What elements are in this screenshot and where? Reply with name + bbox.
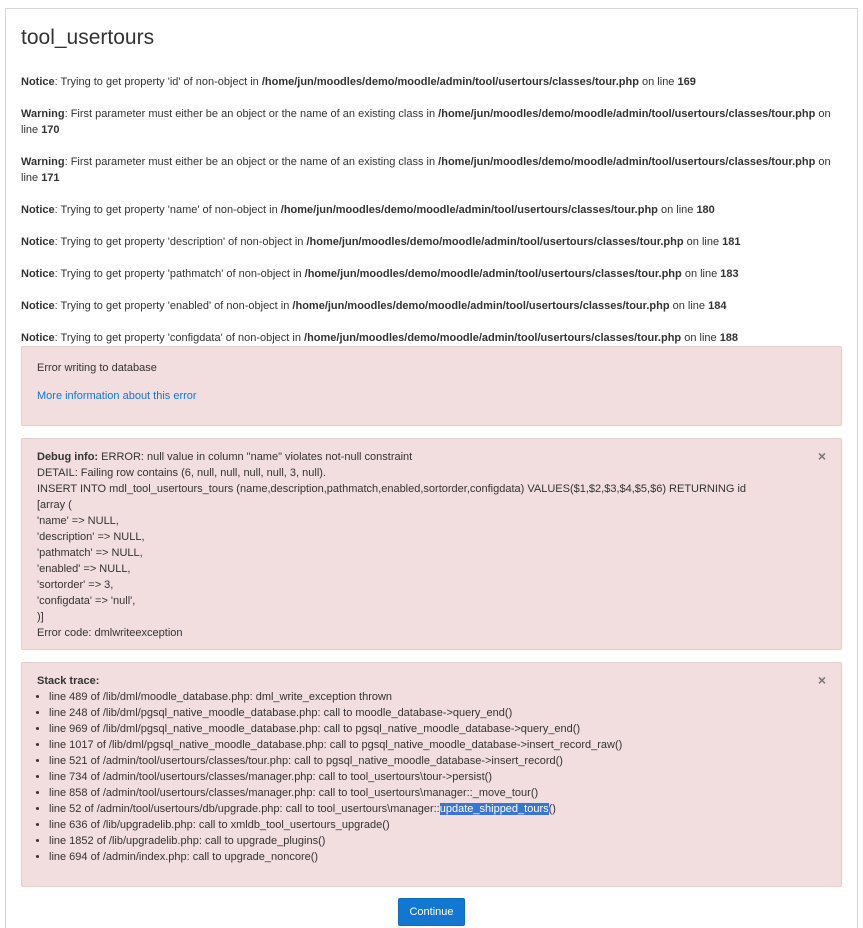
message-online: on line <box>21 156 831 184</box>
message-level: Notice <box>21 332 55 344</box>
message-online: on line <box>681 332 720 344</box>
message-line-number: 180 <box>696 204 715 216</box>
debug-line: )] <box>37 611 44 623</box>
error-box <box>21 346 842 426</box>
message-file: /home/jun/moodles/demo/moodle/admin/tool/usertours/classes/tour.php <box>438 108 816 120</box>
stack-trace-item <box>49 801 826 817</box>
message-file: /home/jun/moodles/demo/moodle/admin/tool/usertours/classes/tour.php <box>438 156 816 168</box>
message-file: /home/jun/moodles/demo/moodle/admin/tool/usertours/classes/tour.php <box>306 236 684 248</box>
debug-message <box>21 330 842 346</box>
stack-trace-item: • line 489 of /lib/dml/moodle_database.php: dml_write_exception thrown <box>49 689 826 705</box>
stack-trace-item: • line 694 of /admin/index.php: call to upgrade_noncore() <box>49 849 826 865</box>
message-text: : Trying to get property 'id' of non-object in <box>54 76 262 88</box>
message-file: /home/jun/moodles/demo/moodle/admin/tool/usertours/classes/tour.php <box>261 76 639 88</box>
debug-line: Error code: dmlwriteexception <box>37 627 183 639</box>
debug-line: 'sortorder' => 3, <box>37 579 114 591</box>
more-info-link[interactable]: More information about this error <box>37 390 197 402</box>
debug-message <box>21 266 842 282</box>
stack-trace-item: • line 636 of /lib/upgradelib.php: call to xmldb_tool_usertours_upgrade() <box>49 817 826 833</box>
debug-info-label: Debug info: <box>37 451 99 463</box>
message-online: on line <box>683 236 723 248</box>
debug-message <box>21 154 842 186</box>
debug-line: 'pathmatch' => NULL, <box>37 547 143 559</box>
message-line-number: 171 <box>41 172 60 184</box>
stack-trace-item: • line 858 of /admin/tool/usertours/classes/manager.php: call to tool_usertours\manager::_move_tour() <box>49 785 826 801</box>
message-file: /home/jun/moodles/demo/moodle/admin/tool/usertours/classes/tour.php <box>304 268 682 280</box>
message-online: on line <box>657 204 697 216</box>
message-file: /home/jun/moodles/demo/moodle/admin/tool/usertours/classes/tour.php <box>292 300 670 312</box>
debug-message <box>21 298 842 314</box>
debug-message <box>21 74 842 90</box>
message-text: : Trying to get property 'description' of non-object in <box>54 236 307 248</box>
debug-messages <box>21 74 842 346</box>
message-file: /home/jun/moodles/demo/moodle/admin/tool/usertours/classes/tour.php <box>280 204 658 216</box>
debug-line: DETAIL: Failing row contains (6, null, null, null, null, 3, null). <box>37 467 326 479</box>
close-debug-icon[interactable]: × <box>817 448 826 464</box>
message-line-number: 170 <box>41 124 60 136</box>
stack-trace-item: • line 521 of /admin/tool/usertours/classes/tour.php: call to pgsql_native_moodle_database->insert_record() <box>49 753 826 769</box>
message-online: on line <box>638 76 678 88</box>
debug-line: 'description' => NULL, <box>37 531 145 543</box>
message-text: : First parameter must either be an object or the name of an existing class in <box>64 156 439 168</box>
stack-trace-item: • line 1017 of /lib/dml/pgsql_native_moodle_database.php: call to pgsql_native_moodle_database->insert_record_raw() <box>49 737 826 753</box>
debug-message <box>21 106 842 138</box>
message-line-number: 188 <box>719 332 739 344</box>
stack-trace-box <box>21 662 842 887</box>
message-text: : First parameter must either be an object or the name of an existing class in <box>64 108 439 120</box>
debug-info-box <box>21 438 842 650</box>
message-level: Notice <box>21 236 55 248</box>
debug-line: 'configdata' => 'null', <box>37 595 136 607</box>
message-level: Notice <box>21 204 55 216</box>
stack-trace-item: • line 1852 of /lib/upgradelib.php: call to upgrade_plugins() <box>49 833 826 849</box>
page-container <box>5 8 858 928</box>
close-stack-icon[interactable]: × <box>817 672 826 688</box>
message-text: : Trying to get property 'name' of non-object in <box>54 204 281 216</box>
stack-trace-item: • line 248 of /lib/dml/pgsql_native_moodle_database.php: call to moodle_database->query_end() <box>49 705 826 721</box>
message-level: Notice <box>21 76 55 88</box>
debug-message <box>21 234 842 250</box>
stack-trace-label: Stack trace: <box>37 675 100 687</box>
stack-trace-item: • line 734 of /admin/tool/usertours/classes/manager.php: call to tool_usertours\tour->persist() <box>49 769 826 785</box>
message-online: on line <box>681 268 721 280</box>
message-text: : Trying to get property 'configdata' of non-object in <box>54 332 305 344</box>
message-file: /home/jun/moodles/demo/moodle/admin/tool/usertours/classes/tour.php <box>304 332 682 344</box>
stack-trace-list <box>37 689 826 865</box>
message-line-number: 169 <box>677 76 696 88</box>
message-online: on line <box>21 108 831 136</box>
message-line-number: 183 <box>720 268 739 280</box>
stack-trace-text: line 52 of /admin/tool/usertours/db/upgrade.php: call to tool_usertours\manager:: <box>49 803 440 815</box>
debug-line: 'enabled' => NULL, <box>37 563 131 575</box>
debug-line: INSERT INTO mdl_tool_usertours_tours (name,description,pathmatch,enabled,sortorder,configdata) VALUES($1,$2,$3,$4,$5,$6) RETURNING id <box>37 483 747 495</box>
message-line-number: 181 <box>722 236 741 248</box>
stack-trace-text: () <box>548 803 556 815</box>
debug-line: [array ( <box>37 499 72 511</box>
message-text: : Trying to get property 'enabled' of non-object in <box>54 300 293 312</box>
message-level: Notice <box>21 268 55 280</box>
message-level: Warning <box>21 156 65 168</box>
error-message: Error writing to database <box>37 362 157 374</box>
debug-info-first-line: ERROR: null value in column "name" violates not-null constraint <box>98 451 413 463</box>
message-level: Notice <box>21 300 55 312</box>
debug-line: 'name' => NULL, <box>37 515 119 527</box>
stack-trace-item: • line 969 of /lib/dml/pgsql_native_moodle_database.php: call to pgsql_native_moodle_database->query_end() <box>49 721 826 737</box>
page-title: tool_usertours <box>21 26 155 49</box>
message-level: Warning <box>21 108 65 120</box>
message-line-number: 184 <box>708 300 727 312</box>
debug-message <box>21 202 842 218</box>
continue-button[interactable]: Continue <box>398 898 464 926</box>
message-online: on line <box>669 300 709 312</box>
selected-text[interactable]: update_shipped_tours <box>439 803 549 815</box>
message-text: : Trying to get property 'pathmatch' of non-object in <box>54 268 305 280</box>
